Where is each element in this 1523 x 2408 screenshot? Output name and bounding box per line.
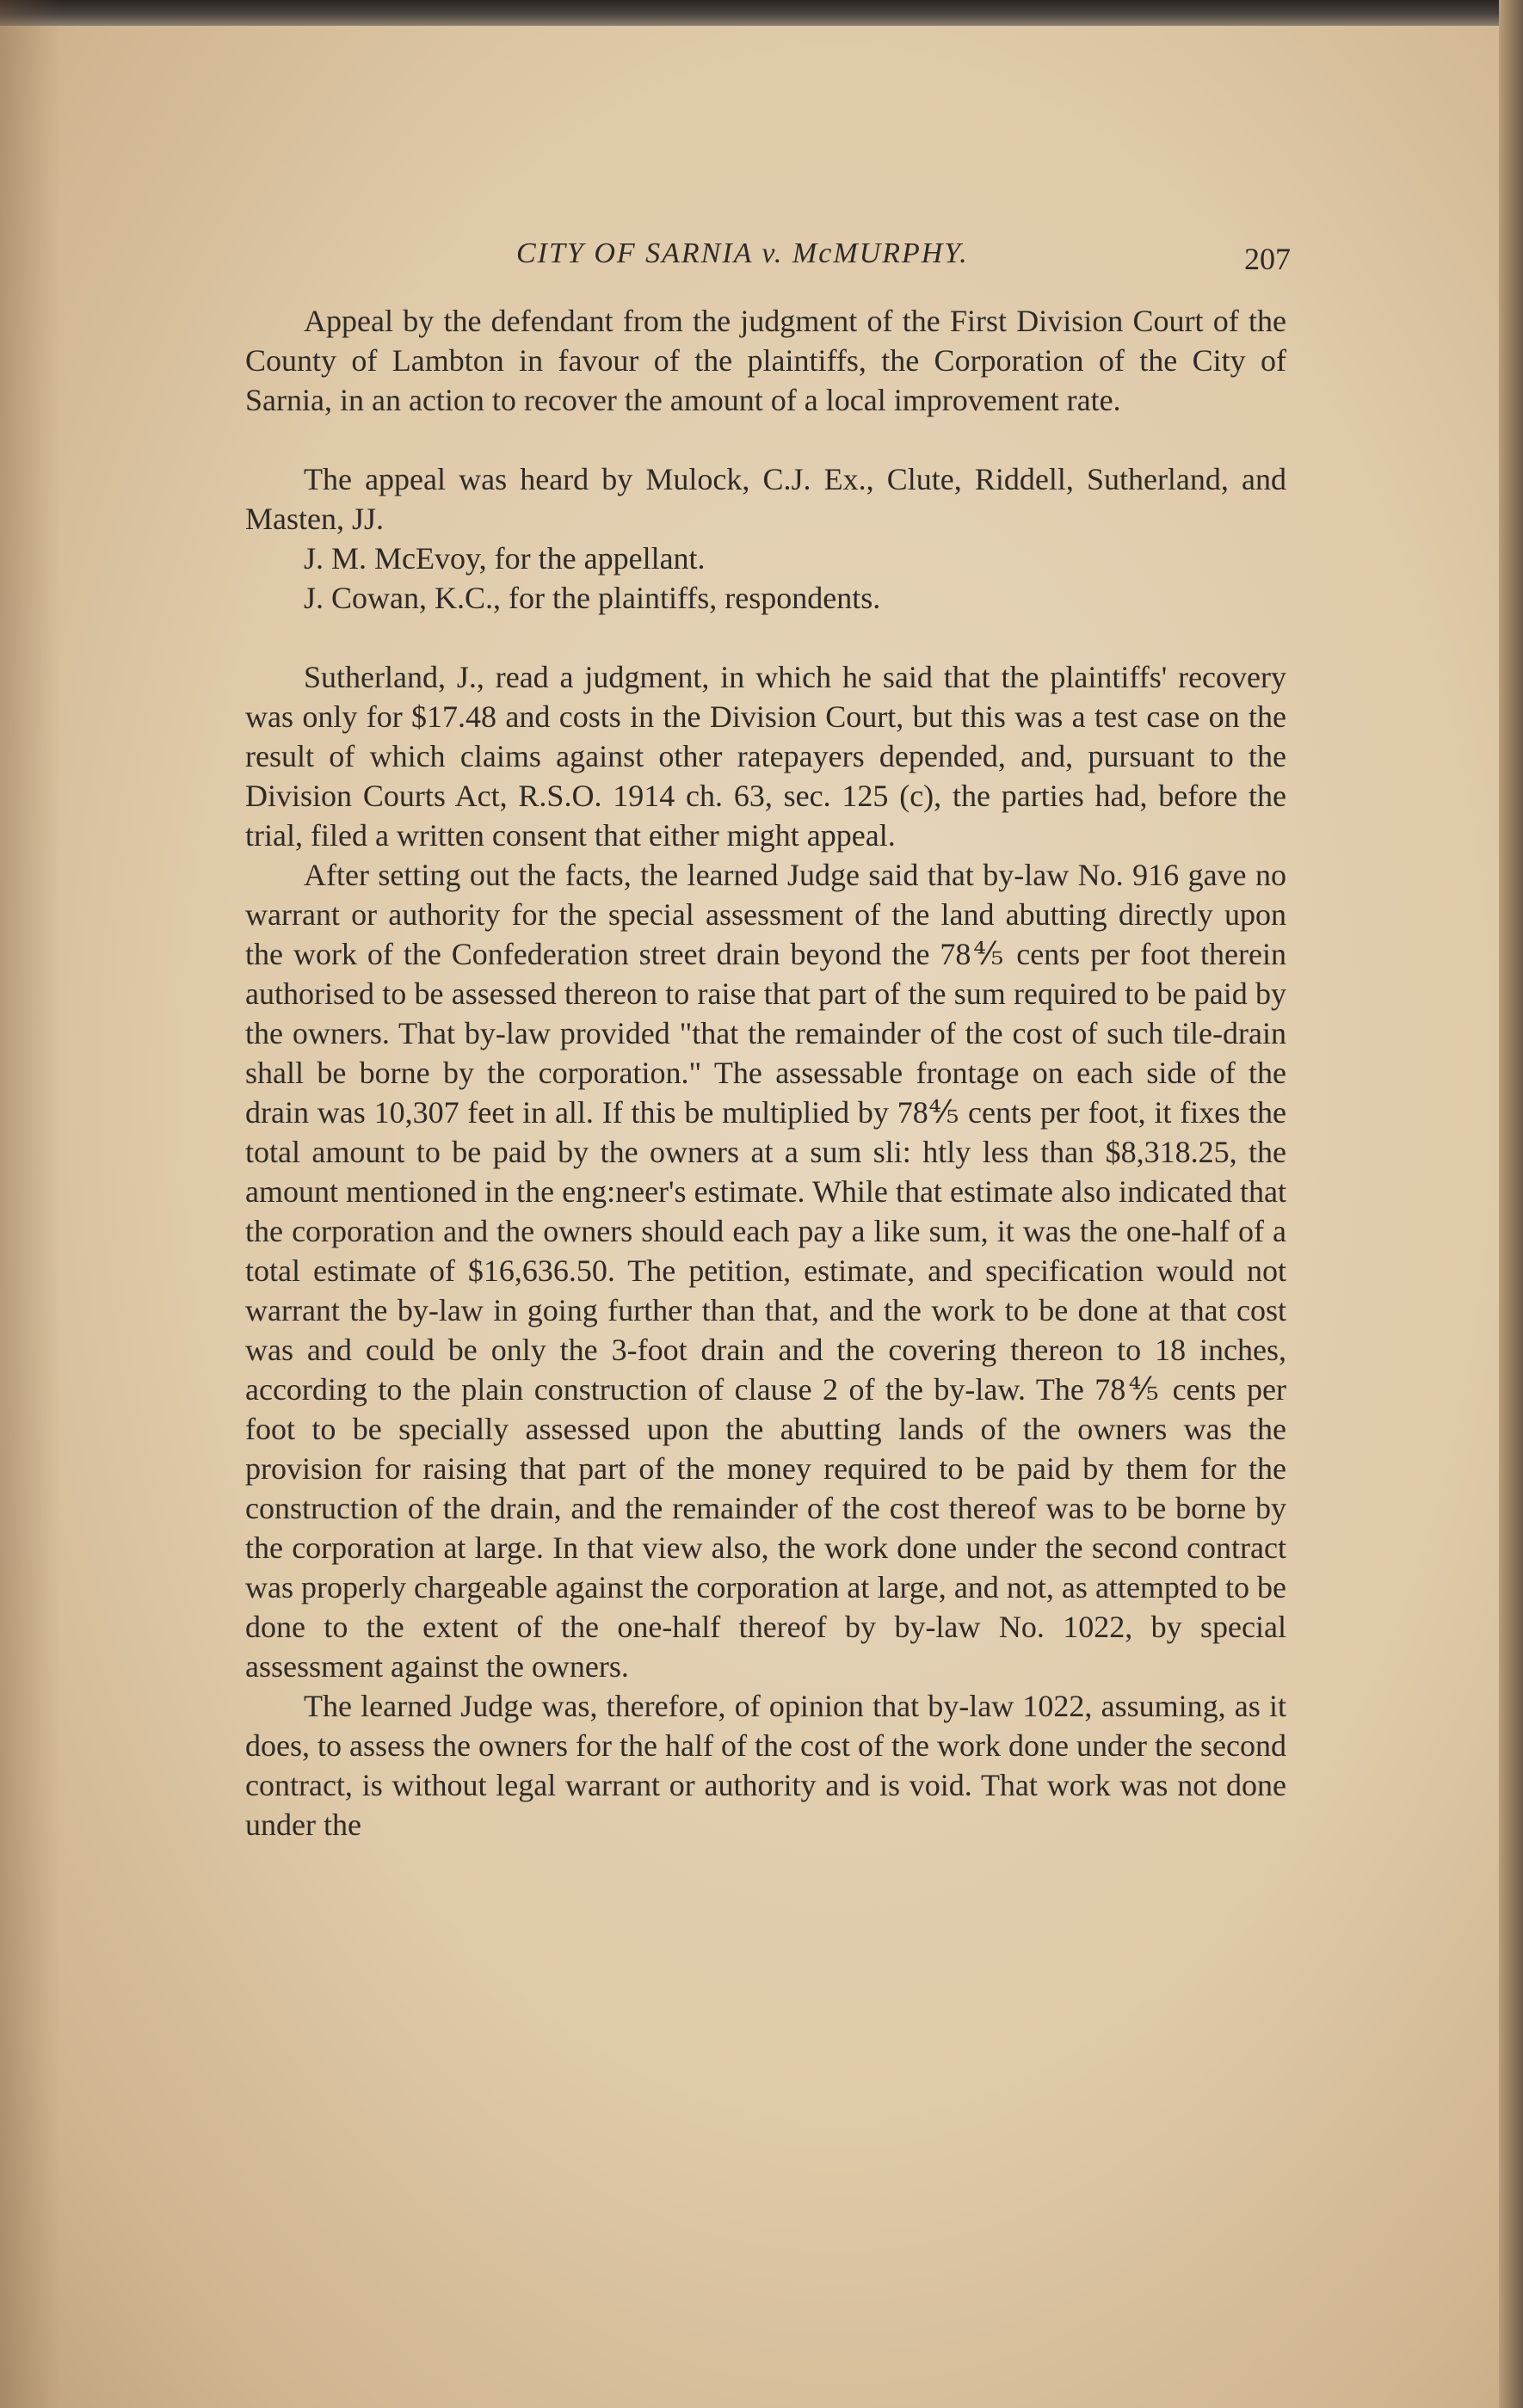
paragraph-judgment-intro: Sutherland, J., read a judgment, in which he said that the plaintiffs' recovery was only for $17.48 and costs in the Division Court, but this was a test case on the result of which claims against other ratepayers depended, and, pursuant to the Division Courts Act, R.S.O. 1914 ch. 63, sec. 125 (c), the parties had, before the trial, filed a written consent that either might appeal. — [245, 660, 1286, 853]
paragraph-opinion: The learned Judge was, therefore, of opinion that by-law 1022, assuming, as it does, to assess the owners for the half of the cost of the work done under the second contract, is without legal warrant or authority and is void. That work was not done under the — [245, 1689, 1286, 1842]
running-title: CITY OF SARNIA v. McMURPHY. — [516, 237, 969, 269]
paragraph-facts: After setting out the facts, the learned Judge said that by-law No. 916 gave no warrant or authority for the special assessment of the land abutting directly upon the work of the Confederation street drain beyond the 78⅘ cents per foot therein authorised to be assessed thereon to raise that part of the sum required to be paid by the owners. That by-law provided "that the remainder of the cost of such tile-drain shall be borne by the corporation." The assessable frontage on each side of the drain was 10,307 feet in all. If this be multiplied by 78⅘ cents per foot, it fixes the total amount to be paid by the owners at a sum sli: htly less than $8,318.25, the amount mentioned in the eng:neer's estimate. While that estimate also indicated that the corporation and the owners should each pay a like sum, it was the one-half of a total estimate of $16,636.50. The petition, estimate, and specification would not warrant the by-law in going further than that, and the work to be done at that cost was and could be only the 3-foot drain and the covering thereon to 18 inches, according to the plain construction of clause 2 of the by-law. The 78⅘ cents per foot to be specially assessed upon the abutting lands of the owners was the provision for raising that part of the money required to be paid by them for the construction of the drain, and the remainder of the cost thereof was to be borne by the corporation at large. In that view also, the work done under the second contract was properly chargeable against the corporation at large, and not, as attempted to be done to the extent of the one-half thereof by by-law No. 1022, by special assessment against the owners. — [245, 858, 1286, 1684]
paragraph-bench: The appeal was heard by Mulock, C.J. Ex., Clute, Riddell, Sutherland, and Masten, JJ. — [245, 462, 1286, 536]
paragraph-counsel-appellant: J. M. McEvoy, for the appellant. — [304, 541, 706, 576]
page-number: 207 — [1244, 242, 1291, 276]
page-top-edge — [0, 0, 1523, 26]
body-text — [245, 301, 1286, 1844]
paragraph-counsel-respondents: J. Cowan, K.C., for the plaintiffs, respondents. — [304, 581, 881, 615]
page-gutter-shadow — [0, 0, 60, 2408]
running-head — [250, 231, 1291, 282]
paragraph-appeal: Appeal by the defendant from the judgment of the First Division Court of the County of Lambton in favour of the plaintiffs, the Corporation of the City of Sarnia, in an action to recover the amount of a local improvement rate. — [245, 304, 1286, 417]
page-right-edge — [1499, 0, 1523, 2408]
